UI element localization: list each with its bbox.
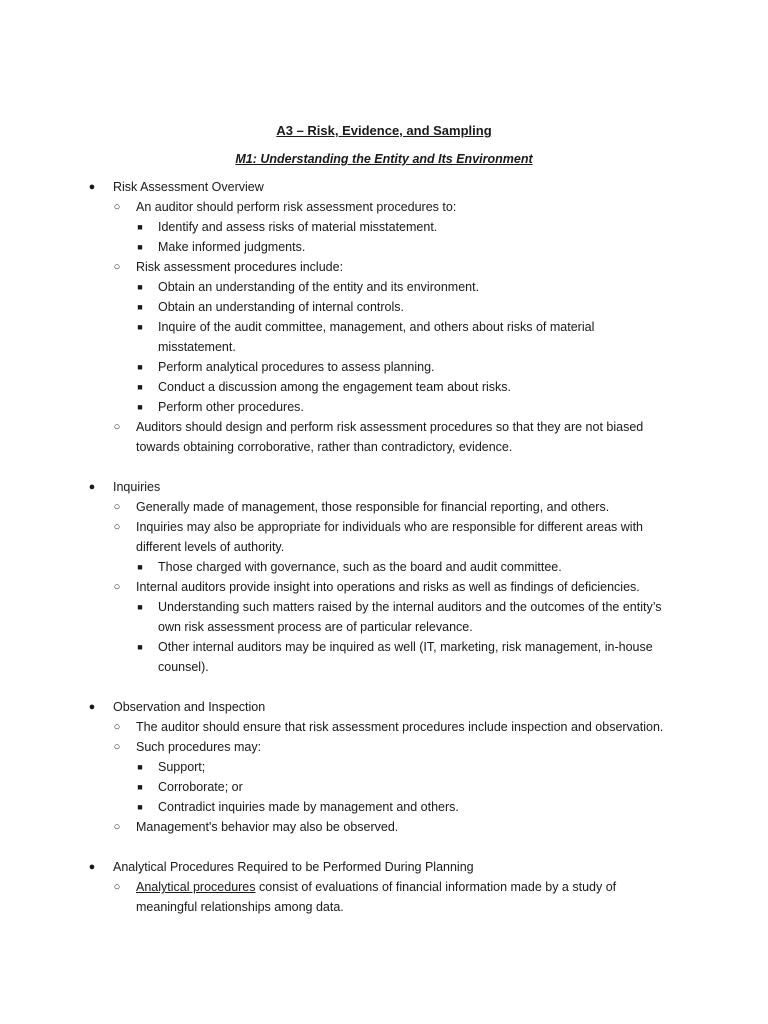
section-heading-analytical: Analytical Procedures Required to be Performed During Planning: [113, 860, 474, 874]
bullet-level2: ○: [113, 501, 121, 513]
bullet-level3: ■: [137, 302, 143, 312]
list-item: The auditor should ensure that risk assessment procedures include inspection and observation.: [136, 720, 664, 734]
list-item: Corroborate; or: [158, 780, 243, 794]
list-item: Risk assessment procedures include:: [136, 260, 344, 274]
bullet-level3: ■: [137, 762, 143, 772]
list-item-continuation: misstatement.: [158, 340, 236, 354]
list-item: Such procedures may:: [136, 740, 262, 754]
document-title: A3 – Risk, Evidence, and Sampling: [276, 123, 492, 138]
list-item: Internal auditors provide insight into operations and risks as well as findings of deficiencies.: [136, 580, 640, 594]
section-heading-observation: Observation and Inspection: [113, 700, 266, 714]
bullet-level2: ○: [113, 821, 121, 833]
bullet-level3: ■: [137, 362, 143, 372]
list-item: Inquire of the audit committee, management, and others about risks of material: [158, 320, 595, 334]
list-item: Contradict inquiries made by management and others.: [158, 800, 459, 814]
bullet-level3: ■: [137, 282, 143, 292]
list-item: Make informed judgments.: [158, 240, 306, 254]
list-item: [136, 877, 616, 897]
list-item: Generally made of management, those responsible for financial reporting, and others.: [136, 500, 610, 514]
list-item-continuation: own risk assessment process are of particular relevance.: [158, 620, 473, 634]
list-item: Obtain an understanding of internal controls.: [158, 300, 404, 314]
section-heading-inquiries: Inquiries: [113, 480, 161, 494]
analytical-procedures-link[interactable]: Analytical procedures: [136, 880, 256, 894]
bullet-level3: ■: [137, 802, 143, 812]
bullet-level3: ■: [137, 782, 143, 792]
bullet-level3: ■: [137, 402, 143, 412]
section-heading-risk-assessment: Risk Assessment Overview: [113, 180, 264, 194]
list-item-continuation: counsel).: [158, 660, 209, 674]
list-item: Support;: [158, 760, 206, 774]
bullet-level2: ○: [113, 201, 121, 213]
list-item: An auditor should perform risk assessment procedures to:: [136, 200, 457, 214]
document-subtitle: M1: Understanding the Entity and Its Environment: [235, 152, 533, 166]
list-item: Other internal auditors may be inquired as well (IT, marketing, risk management, in-house: [158, 640, 653, 654]
bullet-level1: ●: [88, 181, 96, 193]
list-item: Inquiries may also be appropriate for individuals who are responsible for different areas with: [136, 520, 643, 534]
bullet-level2: ○: [113, 741, 121, 753]
list-item-continuation: towards obtaining corroborative, rather than contradictory, evidence.: [136, 440, 513, 454]
list-item: Auditors should design and perform risk assessment procedures so that they are not biased: [136, 420, 644, 434]
bullet-level2: ○: [113, 421, 121, 433]
bullet-level2: ○: [113, 581, 121, 593]
list-item: Understanding such matters raised by the internal auditors and the outcomes of the entity’s: [158, 600, 662, 614]
list-item: Those charged with governance, such as the board and audit committee.: [158, 560, 562, 574]
bullet-level1: ●: [88, 481, 96, 493]
list-item: Identify and assess risks of material misstatement.: [158, 220, 438, 234]
bullet-level1: ●: [88, 861, 96, 873]
bullet-level3: ■: [137, 382, 143, 392]
list-item: Management's behavior may also be observed.: [136, 820, 399, 834]
list-item: Conduct a discussion among the engagement team about risks.: [158, 380, 511, 394]
list-item-text: consist of evaluations of financial information made by a study of: [255, 880, 617, 894]
list-item: Perform other procedures.: [158, 400, 304, 414]
list-item-continuation: different levels of authority.: [136, 540, 285, 554]
bullet-level3: ■: [137, 322, 143, 332]
bullet-level3: ■: [137, 562, 143, 572]
bullet-level3: ■: [137, 602, 143, 612]
bullet-level3: ■: [137, 642, 143, 652]
list-item: Obtain an understanding of the entity and its environment.: [158, 280, 480, 294]
list-item: Perform analytical procedures to assess planning.: [158, 360, 435, 374]
bullet-level2: ○: [113, 521, 121, 533]
list-item-continuation: meaningful relationships among data.: [136, 900, 344, 914]
bullet-level1: ●: [88, 701, 96, 713]
bullet-level3: ■: [137, 242, 143, 252]
bullet-level2: ○: [113, 881, 121, 893]
bullet-level3: ■: [137, 222, 143, 232]
bullet-level2: ○: [113, 261, 121, 273]
bullet-level2: ○: [113, 721, 121, 733]
